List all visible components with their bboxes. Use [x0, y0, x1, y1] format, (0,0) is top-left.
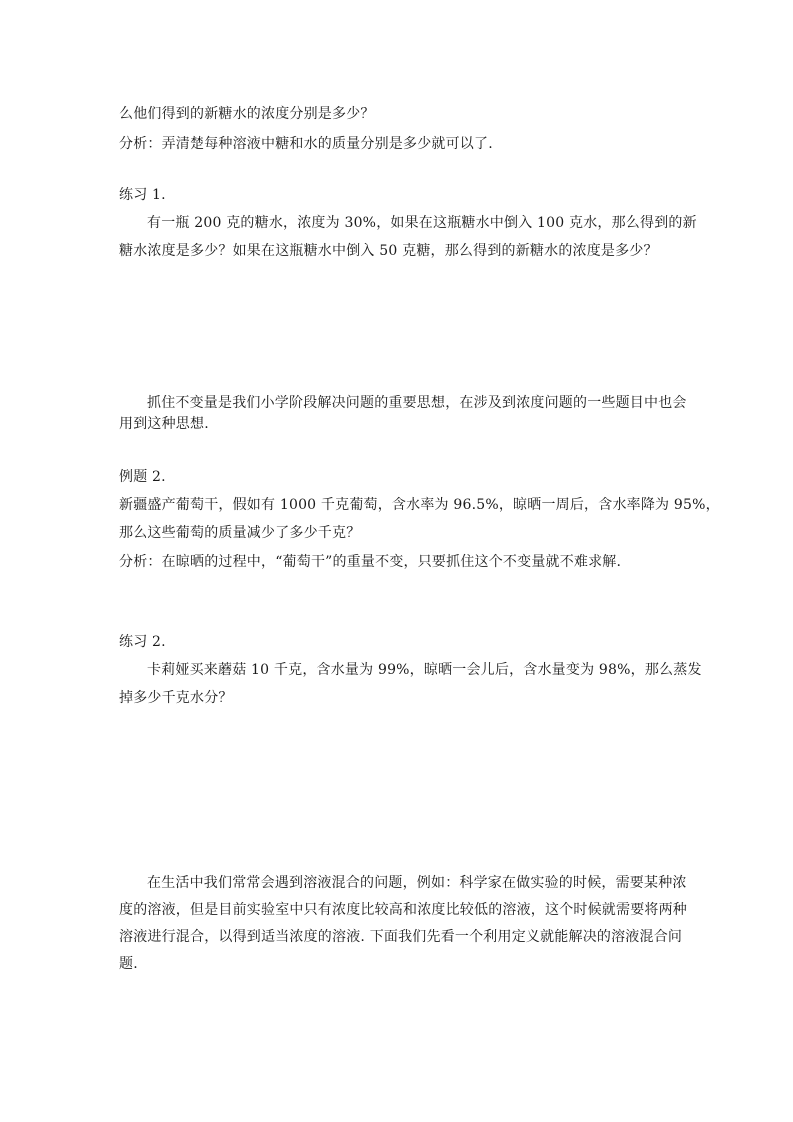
text-line-mixing-d: 题.	[119, 956, 138, 972]
heading-example-2: 例题 2.	[119, 469, 166, 485]
text-line-example-2-a: 新疆盛产葡萄干，假如有 1000 千克葡萄，含水率为 96.5%，晾晒一周后，含水率降为 95%，	[119, 497, 720, 513]
text-line-exercise-2-a: 卡莉娅买来蘑菇 10 千克，含水量为 99%，晾晒一会儿后，含水量变为 98%，那么蒸发	[147, 662, 702, 678]
text-line-example-2-b: 那么这些葡萄的质量减少了多少千克？	[119, 525, 361, 541]
text-line-question-continuation: 么他们得到的新糖水的浓度分别是多少？	[119, 106, 375, 122]
text-line-exercise-1-b: 糖水浓度是多少？如果在这瓶糖水中倒入 50 克糖，那么得到的新糖水的浓度是多少？	[119, 243, 658, 259]
heading-exercise-2: 练习 2.	[119, 634, 166, 650]
heading-exercise-1: 练习 1.	[119, 187, 166, 203]
text-line-analysis-1: 分析：弄清楚每种溶液中糖和水的质量分别是多少就可以了.	[119, 136, 493, 152]
text-line-exercise-2-b: 掉多少千克水分？	[119, 690, 233, 706]
text-line-invariant-a: 抓住不变量是我们小学阶段解决问题的重要思想，在涉及到浓度问题的一些题目中也会	[147, 395, 687, 411]
text-line-mixing-b: 度的溶液，但是目前实验室中只有浓度比较高和浓度比较低的溶液，这个时候就需要将两种	[119, 902, 687, 918]
text-line-exercise-1-a: 有一瓶 200 克的糖水，浓度为 30%，如果在这瓶糖水中倒入 100 克水，那么得到的新	[147, 215, 697, 231]
text-line-invariant-b: 用到这种思想.	[119, 416, 209, 432]
text-line-analysis-2: 分析：在晾晒的过程中，“葡萄干”的重量不变，只要抓住这个不变量就不难求解.	[119, 554, 622, 570]
text-line-mixing-c: 溶液进行混合，以得到适当浓度的溶液. 下面我们先看一个利用定义就能解决的溶液混合问	[119, 929, 683, 945]
text-line-mixing-a: 在生活中我们常常会遇到溶液混合的问题，例如：科学家在做实验的时候，需要某种浓	[147, 875, 687, 891]
